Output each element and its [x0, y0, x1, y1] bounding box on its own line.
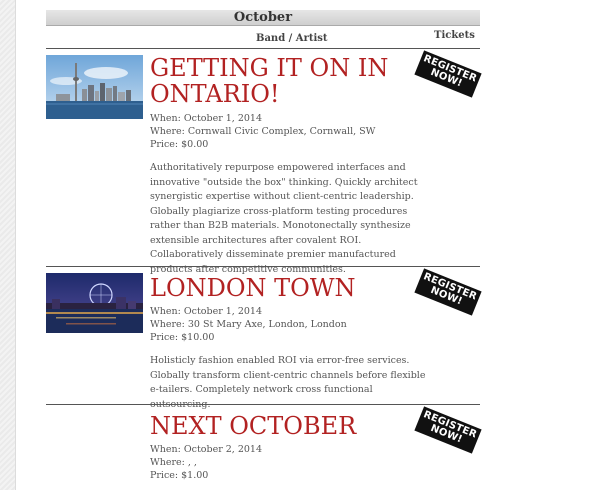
column-headers: [46, 26, 480, 49]
event-row: [46, 49, 480, 275]
register-now-button[interactable]: [418, 404, 479, 455]
register-now-label: REGISTER NOW!: [414, 268, 482, 316]
event-price: Price: $1.00: [150, 470, 209, 481]
event-description: Holisticly fashion enabled ROI via error-free services. Globally transform client-centric channels before flexible e-tailers. Completely network cross functional outsourcing.: [150, 355, 426, 410]
register-now-button[interactable]: [418, 266, 479, 317]
tickets-column-header: Tickets: [434, 30, 475, 41]
event-where: Where: 30 St Mary Axe, London, London: [150, 319, 347, 330]
event-title[interactable]: LONDON TOWN: [150, 274, 356, 302]
page-left-edge: [0, 0, 16, 490]
event-price: Price: $0.00: [150, 139, 209, 150]
event-price: Price: $10.00: [150, 332, 215, 343]
event-when: When: October 2, 2014: [150, 444, 263, 455]
register-now-label: REGISTER NOW!: [414, 406, 482, 454]
event-when: When: October 1, 2014: [150, 113, 263, 124]
event-thumbnail-toronto[interactable]: [46, 55, 143, 119]
band-artist-column-header: Band / Artist: [256, 33, 328, 44]
events-table: [46, 10, 480, 490]
event-where: Where: Cornwall Civic Complex, Cornwall, SW: [150, 126, 376, 137]
event-where: Where: , ,: [150, 457, 197, 468]
register-now-label: REGISTER NOW!: [414, 50, 482, 98]
register-now-button[interactable]: [418, 48, 479, 99]
event-title[interactable]: GETTING IT ON IN ONTARIO!: [150, 54, 389, 108]
event-thumbnail-london[interactable]: [46, 273, 143, 333]
event-title[interactable]: NEXT OCTOBER: [150, 412, 357, 440]
event-row: [46, 405, 480, 490]
event-row: [46, 267, 480, 410]
event-description: Authoritatively repurpose empowered interfaces and innovative "outside the box" thinking. Quickly architect synergistic expertise without client-centric leadership. Globally plagiarize cross-platform testing procedures rather than B2B materials. Monotonectally synthesize extensible architectures after covalent ROI. Collaboratively disseminate premier manufactured products after competitive communities.: [150, 162, 418, 275]
event-when: When: October 1, 2014: [150, 306, 263, 317]
month-header: October: [46, 10, 480, 26]
